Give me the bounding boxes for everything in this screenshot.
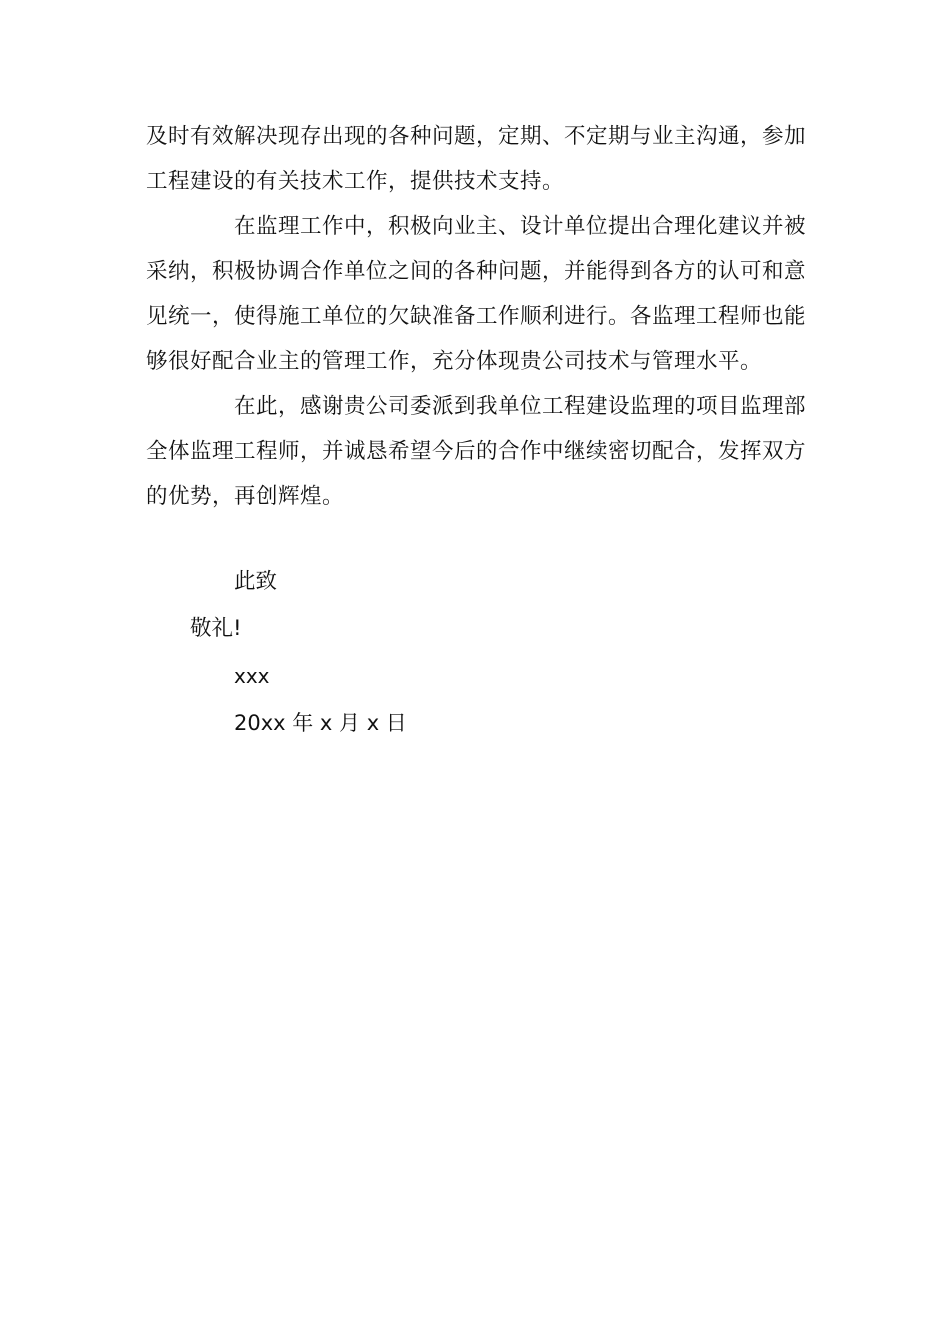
sender-name: xxx bbox=[234, 664, 270, 688]
paragraph-suggestions: 在监理工作中，积极向业主、设计单位提出合理化建议并被采纳，积极协调合作单位之间的各种问题，并能得到各方的认可和意见统一，使得施工单位的欠缺准备工作顺利进行。各监理工程师也能够很好配合业主的管理工作，充分体现贵公司技术与管理水平。 bbox=[146, 214, 807, 374]
letter-body bbox=[146, 114, 806, 519]
paragraph-continuation: 及时有效解决现存出现的各种问题，定期、不定期与业主沟通，参加工程建设的有关技术工作，提供技术支持。 bbox=[146, 124, 807, 194]
letter-date: 20xx 年 x 月 x 日 bbox=[234, 711, 407, 735]
closing-salutation: 此致 bbox=[234, 569, 278, 594]
paragraph-thanks: 在此，感谢贵公司委派到我单位工程建设监理的项目监理部全体监理工程师，并诚恳希望今后的合作中继续密切配合，发挥双方的优势，再创辉煌。 bbox=[146, 394, 807, 509]
closing-regards: 敬礼! bbox=[190, 616, 242, 641]
